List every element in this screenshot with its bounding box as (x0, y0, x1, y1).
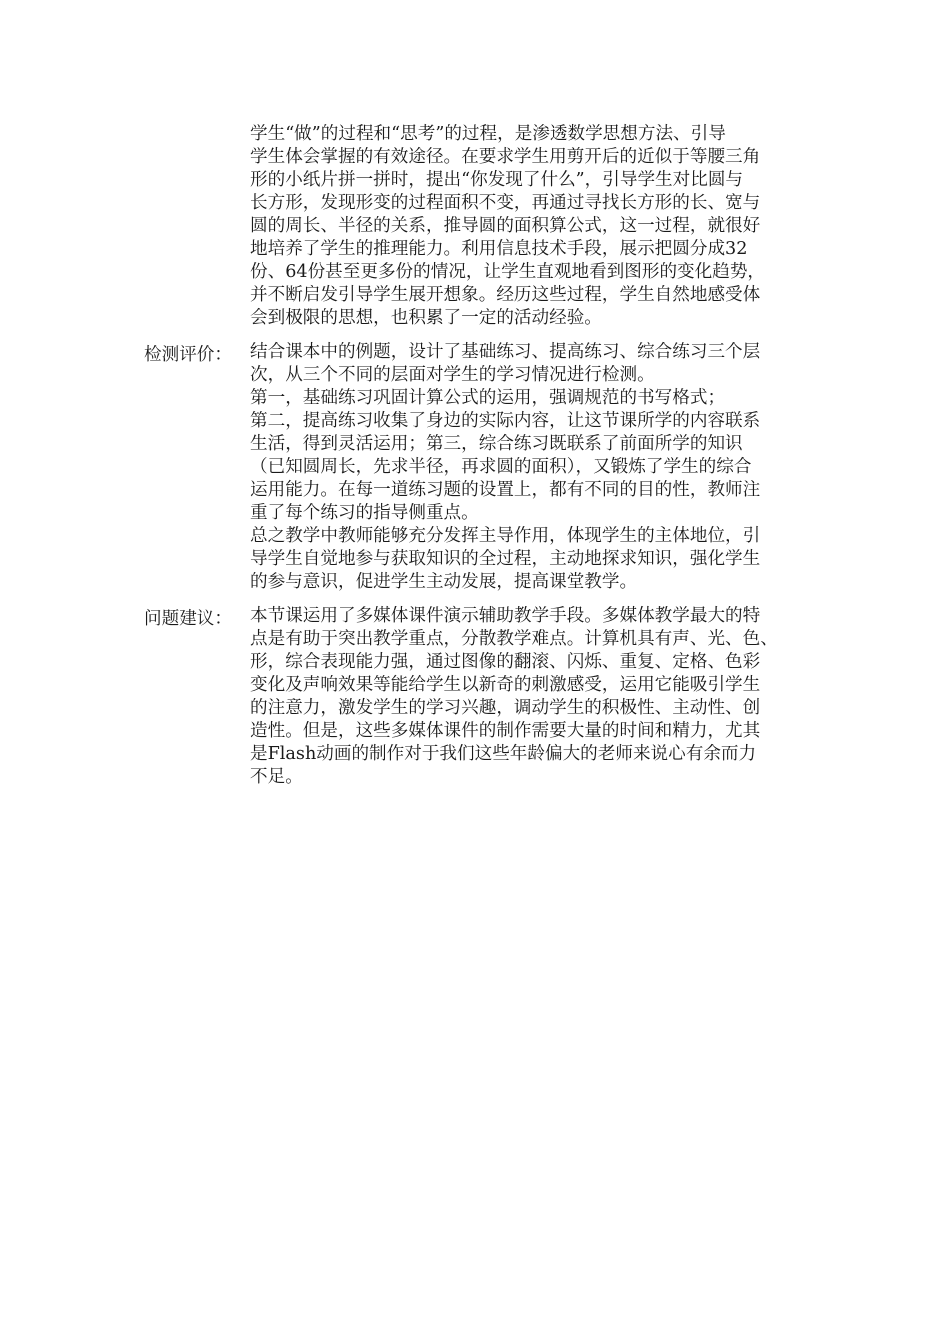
text-line: 地培养了学生的推理能力。利用信息技术手段，展示把圆分成32 (250, 239, 748, 259)
text-line: 并不断启发引导学生展开想象。经历这些过程，学生自然地感受体 (250, 285, 761, 305)
section-label-suggestions: 问题建议： (144, 609, 232, 629)
section-suggestions-content (250, 605, 824, 789)
text-line: 份、64份甚至更多份的情况，让学生直观地看到图形的变化趋势， (250, 262, 766, 282)
text-line: 结合课本中的例题，设计了基础练习、提高练习、综合练习三个层 (250, 342, 761, 362)
text-line: 造性。但是，这些多媒体课件的制作需要大量的时间和精力，尤其 (250, 721, 761, 741)
text-line: 总之教学中教师能够充分发挥主导作用，体现学生的主体地位，引 (250, 526, 761, 546)
text-line: 运用能力。在每一道练习题的设置上，都有不同的目的性，教师注 (250, 480, 761, 500)
section-label-assessment: 检测评价： (144, 345, 232, 365)
text-line: 不足。 (250, 767, 303, 787)
text-line: 重了每个练习的指导侧重点。 (250, 503, 479, 523)
text-line: 是Flash动画的制作对于我们这些年龄偏大的老师来说心有余而力 (250, 744, 757, 764)
text-line: 会到极限的思想，也积累了一定的活动经验。 (250, 308, 602, 328)
section-process-content (250, 123, 824, 330)
text-line: 次，从三个不同的层面对学生的学习情况进行检测。 (250, 365, 655, 385)
text-line: 点是有助于突出教学重点，分散教学难点。计算机具有声、光、色、 (250, 629, 778, 649)
text-line: 形，综合表现能力强，通过图像的翻滚、闪烁、重复、定格、色彩 (250, 652, 761, 672)
text-line: 第一，基础练习巩固计算公式的运用，强调规范的书写格式； (250, 388, 726, 408)
text-line: 形的小纸片拼一拼时，提出“你发现了什么”，引导学生对比圆与 (250, 170, 744, 190)
text-line: 第二，提高练习收集了身边的实际内容，让这节课所学的内容联系 (250, 411, 761, 431)
text-line: 变化及声响效果等能给学生以新奇的刺激感受，运用它能吸引学生 (250, 675, 761, 695)
text-line: 圆的周长、半径的关系，推导圆的面积算公式，这一过程，就很好 (250, 216, 761, 236)
text-line: 长方形，发现形变的过程面积不变，再通过寻找长方形的长、宽与 (250, 193, 761, 213)
text-line: 学生“做”的过程和“思考”的过程，是渗透数学思想方法、引导 (250, 124, 726, 144)
text-line: 本节课运用了多媒体课件演示辅助教学手段。多媒体教学最大的特 (250, 606, 761, 626)
text-line: 的注意力，激发学生的学习兴趣，调动学生的积极性、主动性、创 (250, 698, 761, 718)
text-line: 的参与意识，促进学生主动发展，提高课堂教学。 (250, 572, 638, 592)
section-assessment-content (250, 341, 824, 594)
text-line: 生活，得到灵活运用；第三，综合练习既联系了前面所学的知识 (250, 434, 743, 454)
text-line: （已知圆周长，先求半径，再求圆的面积），又锻炼了学生的综合 (250, 457, 752, 477)
text-line: 学生体会掌握的有效途径。在要求学生用剪开后的近似于等腰三角 (250, 147, 761, 167)
text-line: 导学生自觉地参与获取知识的全过程，主动地探求知识，强化学生 (250, 549, 761, 569)
